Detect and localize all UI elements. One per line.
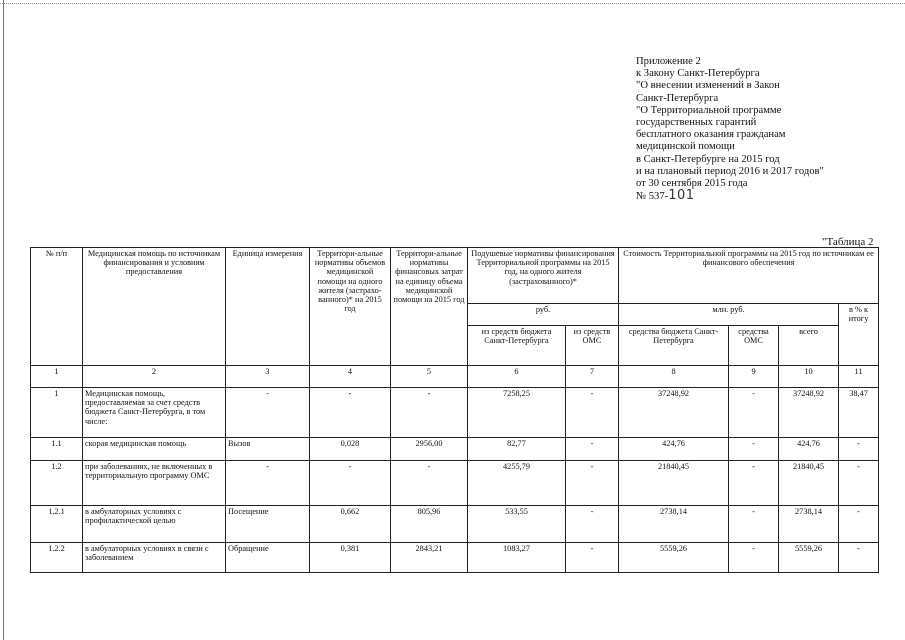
header-program-cost-group: Стоимость Территориальной программы на 2015 год по источникам ее финансового обеспечения <box>619 248 879 304</box>
page-left-edge <box>3 0 4 640</box>
header-line: Приложение 2 <box>636 56 701 67</box>
table-row <box>31 543 879 573</box>
header-unit: Единица измерения <box>226 248 310 366</box>
header-line: в Санкт-Петербурге на 2015 год <box>636 153 780 165</box>
header-oms-funds: средства ОМС <box>729 326 779 366</box>
row-budget: 21840,45 <box>619 461 729 506</box>
column-number: 6 <box>468 366 566 388</box>
row-percap-oms: - <box>566 506 619 543</box>
header-line: медицинской помощи <box>636 141 735 153</box>
column-number: 8 <box>619 366 729 388</box>
row-percap-budget: 7258,25 <box>468 388 566 438</box>
row-budget: 2738,14 <box>619 506 729 543</box>
row-percap-oms: - <box>566 438 619 461</box>
row-oms: - <box>729 388 779 438</box>
column-number: 5 <box>391 366 468 388</box>
row-budget: 5559,26 <box>619 543 729 573</box>
row-name: в амбулаторных условиях с профилактической целью <box>83 506 226 543</box>
row-total: 37248,92 <box>779 388 839 438</box>
column-number: 11 <box>839 366 879 388</box>
row-oms: - <box>729 461 779 506</box>
law-number-prefix: № 537- <box>636 191 669 203</box>
header-unit-rub: руб. <box>468 304 619 326</box>
row-percap-oms: - <box>566 461 619 506</box>
row-total: 5559,26 <box>779 543 839 573</box>
header-percap-oms: из средств ОМС <box>566 326 619 366</box>
header-line: и на плановый период 2016 и 2017 годов" <box>636 165 824 177</box>
appendix-header <box>636 56 898 203</box>
row-cost: 2843,21 <box>391 543 468 573</box>
row-percap-oms: - <box>566 388 619 438</box>
header-budget-funds: средства бюджета Санкт-Петербурга <box>619 326 729 366</box>
header-line: "О внесении изменений в Закон <box>636 80 780 92</box>
row-oms: - <box>729 506 779 543</box>
row-total: 424,76 <box>779 438 839 461</box>
row-unit: Посещение <box>226 506 310 543</box>
row-name: Медицинская помощь, предоставляемая за счет средств бюджета Санкт-Петербурга, в том числе: <box>83 388 226 438</box>
header-percent-of-total: в % к итогу <box>839 304 879 366</box>
column-number: 9 <box>729 366 779 388</box>
row-percent: - <box>839 543 879 573</box>
header-per-capita-group: Подушевые нормативы финансирования Территориальной программы на 2015 год, на одного жителя (застрахованного)* <box>468 248 619 304</box>
row-unit: - <box>226 388 310 438</box>
row-percap-budget: 4255,79 <box>468 461 566 506</box>
header-unit-mln-rub: млн. руб. <box>619 304 839 326</box>
column-number: 4 <box>310 366 391 388</box>
law-number <box>636 190 898 203</box>
row-percent: - <box>839 461 879 506</box>
row-oms: - <box>729 438 779 461</box>
row-total: 21840,45 <box>779 461 839 506</box>
row-cost: 2956,00 <box>391 438 468 461</box>
header-line: государственных гарантий <box>636 117 757 129</box>
row-unit: Вызов <box>226 438 310 461</box>
table-row <box>31 506 879 543</box>
row-oms: - <box>729 543 779 573</box>
header-percap-budget: из средств бюджета Санкт-Петербурга <box>468 326 566 366</box>
column-number: 3 <box>226 366 310 388</box>
program-cost-table <box>30 247 879 573</box>
row-total: 2738,14 <box>779 506 839 543</box>
row-number: 1.2 <box>31 461 83 506</box>
header-total: всего <box>779 326 839 366</box>
header-cost-norms: Территори-альные нормативы финансовых затрат на единицу объема медицинской помощи на 2015 год <box>391 248 468 366</box>
header-line: "О Территориальной программе <box>636 104 782 116</box>
row-cost: - <box>391 461 468 506</box>
row-percent: - <box>839 506 879 543</box>
row-number: 1.1 <box>31 438 83 461</box>
row-percap-oms: - <box>566 543 619 573</box>
row-percap-budget: 82,77 <box>468 438 566 461</box>
header-line: от 30 сентября 2015 года <box>636 178 748 190</box>
row-unit: - <box>226 461 310 506</box>
row-number: 1 <box>31 388 83 438</box>
row-number: 1.2.2 <box>31 543 83 573</box>
table-row <box>31 461 879 506</box>
row-volume: 0,662 <box>310 506 391 543</box>
row-name: при заболеваниях, не включенных в территориальную программу ОМС <box>83 461 226 506</box>
header-medical-care: Медицинская помощь по источникам финансирования и условиям предоставления <box>83 248 226 366</box>
row-budget: 424,76 <box>619 438 729 461</box>
table-row <box>31 438 879 461</box>
row-unit: Обращение <box>226 543 310 573</box>
row-volume: 0,381 <box>310 543 391 573</box>
row-name: скорая медицинская помощь <box>83 438 226 461</box>
column-number: 1 <box>31 366 83 388</box>
row-cost: 805,96 <box>391 506 468 543</box>
header-line: бесплатного оказания гражданам <box>636 129 786 141</box>
header-line: Санкт-Петербурга <box>636 92 719 104</box>
row-volume: - <box>310 388 391 438</box>
row-percent: 38,47 <box>839 388 879 438</box>
header-volume-norms: Территори-альные нормативы объемов медицинской помощи на одного жителя (застрахо-ванного)* на 2015 год <box>310 248 391 366</box>
row-number: 1.2.1 <box>31 506 83 543</box>
row-name: в амбулаторных условиях в связи с заболеванием <box>83 543 226 573</box>
law-number-handwritten: 101 <box>668 188 695 204</box>
page-top-edge <box>0 3 905 4</box>
row-percap-budget: 533,55 <box>468 506 566 543</box>
column-number: 2 <box>83 366 226 388</box>
row-volume: 0,028 <box>310 438 391 461</box>
header-line: к Закону Санкт-Петербурга <box>636 68 760 80</box>
row-cost: - <box>391 388 468 438</box>
row-volume: - <box>310 461 391 506</box>
row-budget: 37248,92 <box>619 388 729 438</box>
row-percap-budget: 1083,27 <box>468 543 566 573</box>
row-percent: - <box>839 438 879 461</box>
table-row <box>31 388 879 438</box>
column-number: 7 <box>566 366 619 388</box>
header-number: № п/п <box>31 248 83 366</box>
table-caption: "Таблица 2 <box>822 236 874 248</box>
column-number: 10 <box>779 366 839 388</box>
